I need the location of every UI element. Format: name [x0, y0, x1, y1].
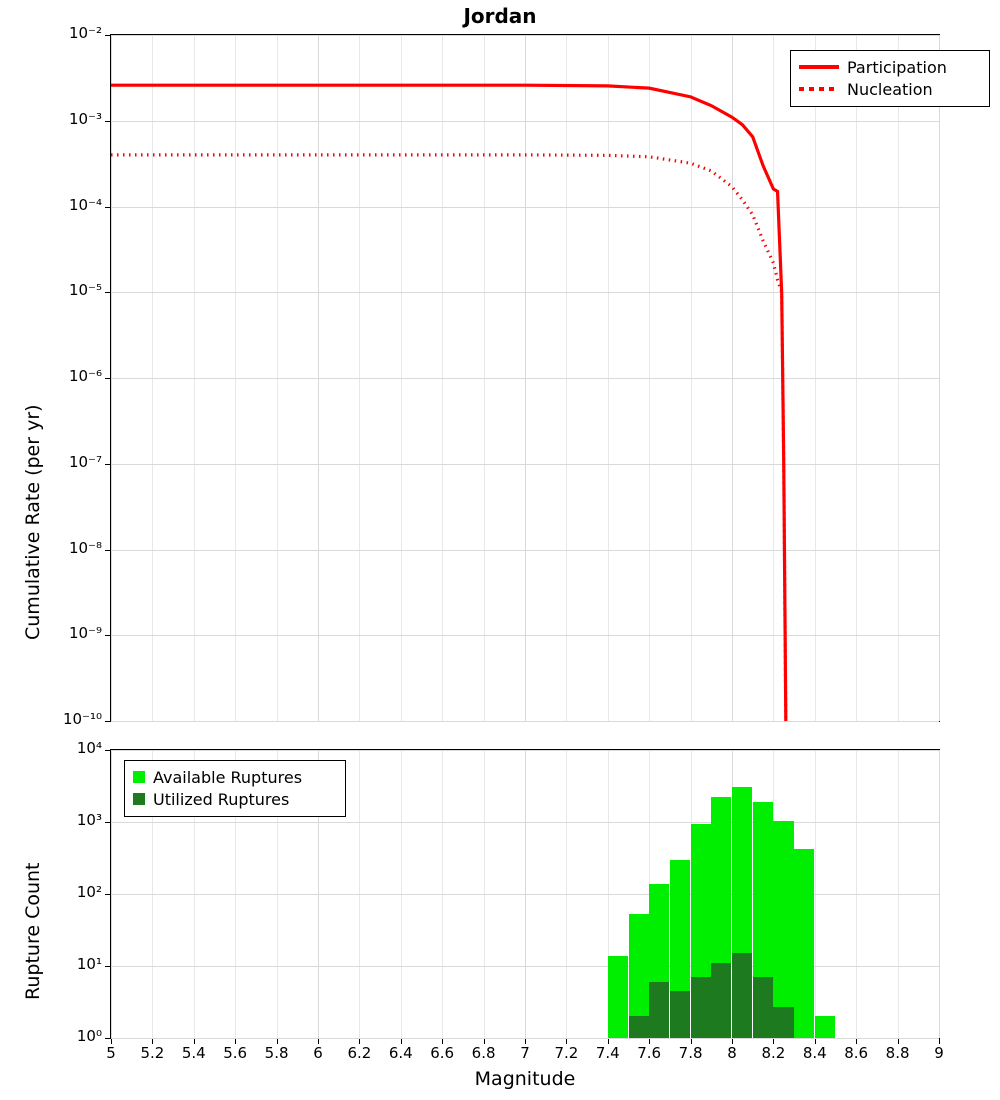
nucleation-curve — [111, 155, 786, 721]
y-tick-label: 10⁻⁹ — [68, 624, 102, 643]
y-tick — [105, 635, 110, 636]
x-tick — [235, 1039, 236, 1044]
y-tick-label: 10¹ — [76, 955, 102, 973]
rate-curves — [111, 35, 939, 721]
y-tick-label: 10⁴ — [76, 739, 102, 757]
y-tick-label: 10⁻⁵ — [68, 281, 102, 300]
y-tick-label: 10⁰ — [76, 1027, 102, 1045]
bar-utilized — [691, 977, 711, 1038]
bar-utilized — [670, 991, 690, 1038]
x-tick-label: 7 — [520, 1044, 530, 1062]
y-tick-label: 10⁻³ — [68, 109, 102, 128]
x-tick — [856, 1039, 857, 1044]
x-tick — [566, 1039, 567, 1044]
y-tick — [105, 894, 110, 895]
participation-line-icon — [799, 60, 839, 74]
x-tick — [732, 1039, 733, 1044]
x-tick-label: 8.2 — [761, 1044, 786, 1062]
y-tick — [105, 35, 110, 36]
legend-item-nucleation — [799, 78, 981, 100]
x-tick — [442, 1039, 443, 1044]
x-tick-label: 7.6 — [637, 1044, 662, 1062]
y-tick-label: 10⁻⁷ — [68, 452, 102, 471]
x-tick-label: 5.8 — [264, 1044, 289, 1062]
x-tick-label: 7.2 — [554, 1044, 579, 1062]
legend-top — [790, 50, 990, 107]
y-tick-label: 10² — [76, 883, 102, 901]
x-tick — [815, 1039, 816, 1044]
x-tick-label: 6.6 — [430, 1044, 455, 1062]
x-tick-label: 5.2 — [140, 1044, 165, 1062]
y-tick — [105, 378, 110, 379]
y-tick — [105, 207, 110, 208]
legend-label: Utilized Ruptures — [153, 789, 290, 809]
x-tick — [318, 1039, 319, 1044]
bar-utilized — [649, 982, 669, 1038]
bar-utilized — [732, 953, 752, 1038]
y-axis-label-top: Cumulative Rate (per yr) — [22, 404, 44, 640]
legend-bottom — [124, 760, 346, 817]
x-tick — [773, 1039, 774, 1044]
y-tick — [105, 721, 110, 722]
x-tick — [111, 1039, 112, 1044]
x-tick — [649, 1039, 650, 1044]
gridline-horizontal — [111, 721, 939, 722]
page-title: Jordan — [463, 4, 537, 28]
gridline-vertical — [939, 750, 940, 1038]
x-axis-label: Magnitude — [474, 1068, 576, 1090]
legend-label: Participation — [847, 57, 947, 77]
x-tick-label: 8.6 — [844, 1044, 869, 1062]
x-tick-label: 9 — [934, 1044, 944, 1062]
x-tick-label: 8.8 — [885, 1044, 910, 1062]
x-tick — [525, 1039, 526, 1044]
bar-utilized — [629, 1016, 649, 1038]
participation-curve — [111, 85, 786, 721]
x-tick-label: 6.4 — [388, 1044, 413, 1062]
y-tick — [105, 1038, 110, 1039]
y-tick-label: 10⁻⁸ — [68, 538, 102, 557]
legend-label: Nucleation — [847, 79, 933, 99]
y-tick-label: 10⁻⁶ — [68, 367, 102, 385]
x-tick — [152, 1039, 153, 1044]
x-tick-label: 5.4 — [181, 1044, 206, 1062]
y-tick — [105, 750, 110, 751]
x-tick — [401, 1039, 402, 1044]
bar-available — [773, 821, 793, 1039]
bar-utilized — [711, 963, 731, 1038]
x-tick-label: 5 — [106, 1044, 116, 1062]
x-tick — [898, 1039, 899, 1044]
x-tick — [484, 1039, 485, 1044]
y-tick — [105, 822, 110, 823]
x-tick — [359, 1039, 360, 1044]
y-axis-label-bottom: Rupture Count — [22, 862, 44, 1000]
x-tick-label: 6 — [313, 1044, 323, 1062]
x-tick-label: 7.4 — [595, 1044, 620, 1062]
gridline-vertical — [939, 35, 940, 721]
y-tick-label: 10⁻⁴ — [68, 195, 102, 214]
legend-item-utilized-ruptures — [133, 788, 337, 810]
x-tick-label: 8.4 — [802, 1044, 827, 1062]
x-tick — [691, 1039, 692, 1044]
nucleation-line-icon — [799, 82, 839, 96]
y-tick — [105, 966, 110, 967]
y-tick-label: 10⁻² — [68, 24, 102, 42]
x-tick-label: 8 — [727, 1044, 737, 1062]
bar-available — [608, 956, 628, 1039]
bar-utilized — [773, 1007, 793, 1038]
x-tick-label: 7.8 — [678, 1044, 703, 1062]
x-tick — [277, 1039, 278, 1044]
y-tick-label: 10³ — [76, 811, 102, 829]
x-tick — [194, 1039, 195, 1044]
x-tick — [608, 1039, 609, 1044]
available-ruptures-swatch-icon — [133, 771, 145, 783]
x-tick-label: 6.2 — [347, 1044, 372, 1062]
bar-available — [794, 849, 814, 1038]
y-tick — [105, 550, 110, 551]
y-tick — [105, 292, 110, 293]
y-tick — [105, 121, 110, 122]
y-tick-label: 10⁻¹⁰ — [62, 710, 102, 728]
bar-utilized — [753, 977, 773, 1038]
y-tick — [105, 464, 110, 465]
x-tick-label: 6.8 — [471, 1044, 496, 1062]
utilized-ruptures-swatch-icon — [133, 793, 145, 805]
legend-item-available-ruptures — [133, 766, 337, 788]
x-tick — [939, 1039, 940, 1044]
legend-label: Available Ruptures — [153, 767, 303, 787]
cumulative-rate-plot — [110, 34, 940, 722]
x-tick-label: 5.6 — [223, 1044, 248, 1062]
legend-item-participation — [799, 56, 981, 78]
bar-available — [815, 1016, 835, 1038]
